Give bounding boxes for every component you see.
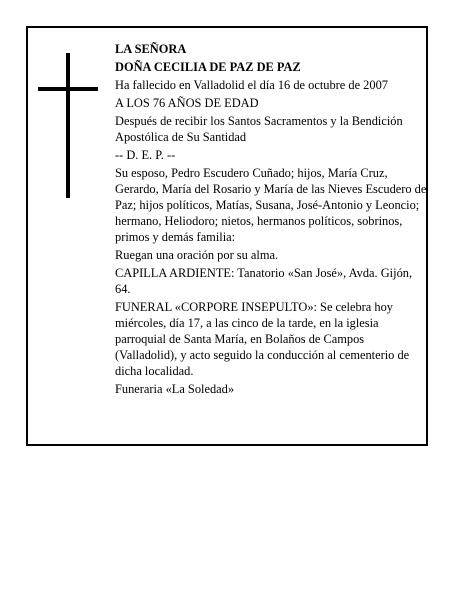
family-paragraph: Su esposo, Pedro Escudero Cuñado; hijos, María Cruz, Gerardo, María del Rosario y María de las Nieves Escudero de Paz; hijos políticos, Matías, Susana, José-Antonio y Leoncio; hermano, Heliodoro; nietos, hermanos políticos, sobrinos, primos y demás familia: — [115, 166, 427, 244]
deceased-name: DOÑA CECILIA DE PAZ DE PAZ — [115, 60, 301, 74]
funeral-paragraph: FUNERAL «CORPORE INSEPULTO»: Se celebra hoy miércoles, día 17, a las cinco de la tarde, en la iglesia parroquial de Santa María, en Bolaños de Campos (Valladolid), y acto seguido la conducción al cementerio de dicha localidad. — [115, 300, 410, 378]
funeral-home-line: Funeraria «La Soledad» — [115, 382, 235, 396]
death-line: Ha fallecido en Valladolid el día 16 de octubre de 2007 — [115, 78, 388, 92]
prayer-line: Ruegan una oración por su alma. — [115, 248, 279, 262]
obituary-text — [115, 41, 427, 399]
chapel-paragraph: CAPILLA ARDIENTE: Tanatorio «San José», Avda. Gijón, 64. — [115, 266, 413, 296]
cross-horizontal-bar — [38, 87, 98, 91]
sacraments-paragraph: Después de recibir los Santos Sacramentos y la Bendición Apostólica de Su Santidad — [115, 114, 403, 144]
dep-line: -- D. E. P. -- — [115, 148, 176, 162]
obituary-notice — [26, 26, 428, 446]
cross-vertical-bar — [66, 53, 70, 198]
cross-icon — [38, 53, 98, 198]
title-line-1: LA SEÑORA — [115, 42, 187, 56]
age-line: A LOS 76 AÑOS DE EDAD — [115, 96, 259, 110]
